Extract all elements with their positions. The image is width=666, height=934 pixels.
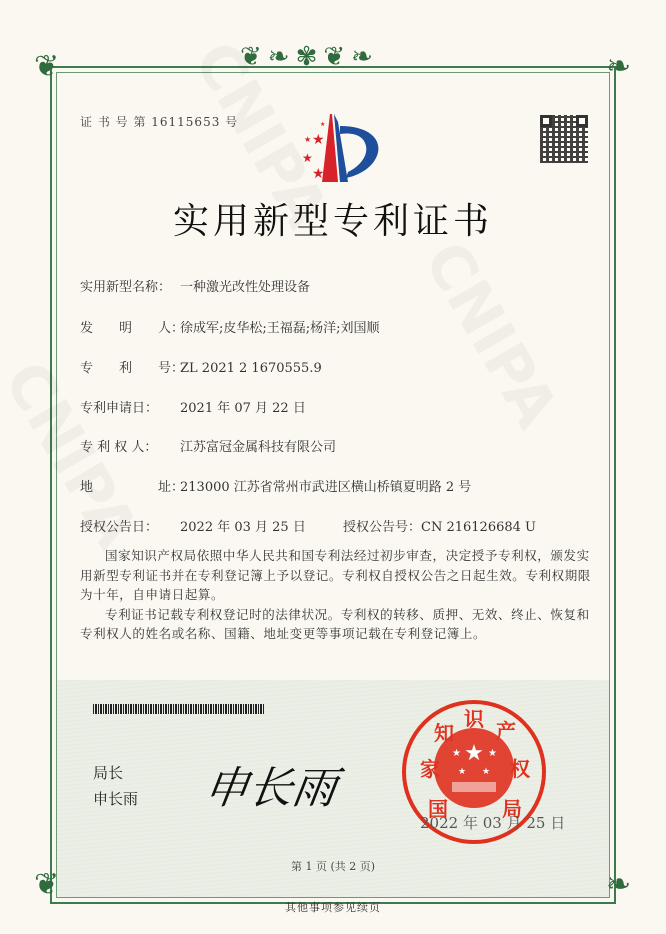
field-application-date: 专利申请日： 2021 年 07 月 22 日 [80, 401, 306, 416]
svg-text:★: ★ [304, 135, 312, 144]
top-ornament-icon: ❦❧✾❦❧ [240, 42, 379, 72]
field-address: 地 址：213000 江苏省常州市武进区横山桥镇夏明路 2 号 [80, 480, 472, 495]
svg-text:★: ★ [482, 767, 491, 777]
svg-text:★: ★ [312, 132, 325, 148]
field-utility-model-name: 实用新型名称： 一种激光改性处理设备 [80, 280, 311, 295]
svg-text:★: ★ [302, 151, 313, 165]
corner-ornament-icon: ❦ [34, 49, 60, 84]
corner-ornament-icon: ❦ [34, 867, 60, 902]
director-title: 局长 [93, 764, 124, 782]
corner-ornament-icon: ❧ [606, 49, 632, 84]
svg-text:产: 产 [496, 719, 516, 743]
svg-text:权: 权 [510, 757, 530, 781]
svg-text:★: ★ [312, 166, 325, 182]
statement-paragraph: 国家知识产权局依照中华人民共和国专利法经过初步审查，决定授予专利权，颁发实用新型专利证书并在专利登记簿上予以登记。专利权自授权公告之日起生效。专利权期限为十年，自申请日起算。 [80, 548, 591, 602]
handwritten-signature: 申长雨 [200, 763, 340, 814]
svg-text:★: ★ [458, 767, 467, 777]
svg-text:识: 识 [464, 707, 484, 731]
certificate-number: 证 书 号 第 16115653 号 [80, 115, 239, 129]
field-patent-number: 专 利 号：ZL 2021 2 1670555.9 [80, 361, 322, 376]
page-number: 第 1 页 (共 2 页) [290, 860, 376, 873]
seal-date: 2022 年 03 月 25 日 [420, 814, 566, 832]
corner-ornament-icon: ❧ [606, 867, 632, 902]
certificate-title: 实用新型专利证书 [172, 201, 493, 242]
cnipa-logo-icon [282, 112, 392, 192]
field-patentee: 专 利 权 人： 江苏富冠金属科技有限公司 [80, 440, 337, 455]
svg-text:★: ★ [464, 741, 484, 766]
field-grant-number: 授权公告号：CN 216126684 U [343, 520, 536, 535]
svg-text:知: 知 [434, 721, 454, 745]
svg-text:国: 国 [428, 797, 448, 821]
svg-text:★: ★ [320, 121, 326, 128]
field-inventors: 发 明 人：徐成军;皮华松;王福磊;杨洋;刘国顺 [80, 321, 380, 336]
barcode [93, 704, 265, 714]
qr-code [540, 115, 588, 163]
field-grant-date: 授权公告日： 2022 年 03 月 25 日 [80, 520, 306, 535]
svg-text:家: 家 [420, 757, 440, 781]
svg-text:★: ★ [488, 748, 497, 759]
legal-statement [80, 546, 592, 644]
svg-text:局: 局 [502, 797, 522, 821]
svg-text:★: ★ [452, 748, 461, 759]
director-name: 申长雨 [93, 790, 139, 808]
statement-paragraph: 专利证书记载专利权登记时的法律状况。专利权的转移、质押、无效、终止、恢复和专利权人的姓名或名称、国籍、地址变更等事项记载在专利登记簿上。 [80, 606, 590, 641]
footer-note: 其他事项参见续页 [285, 901, 381, 914]
